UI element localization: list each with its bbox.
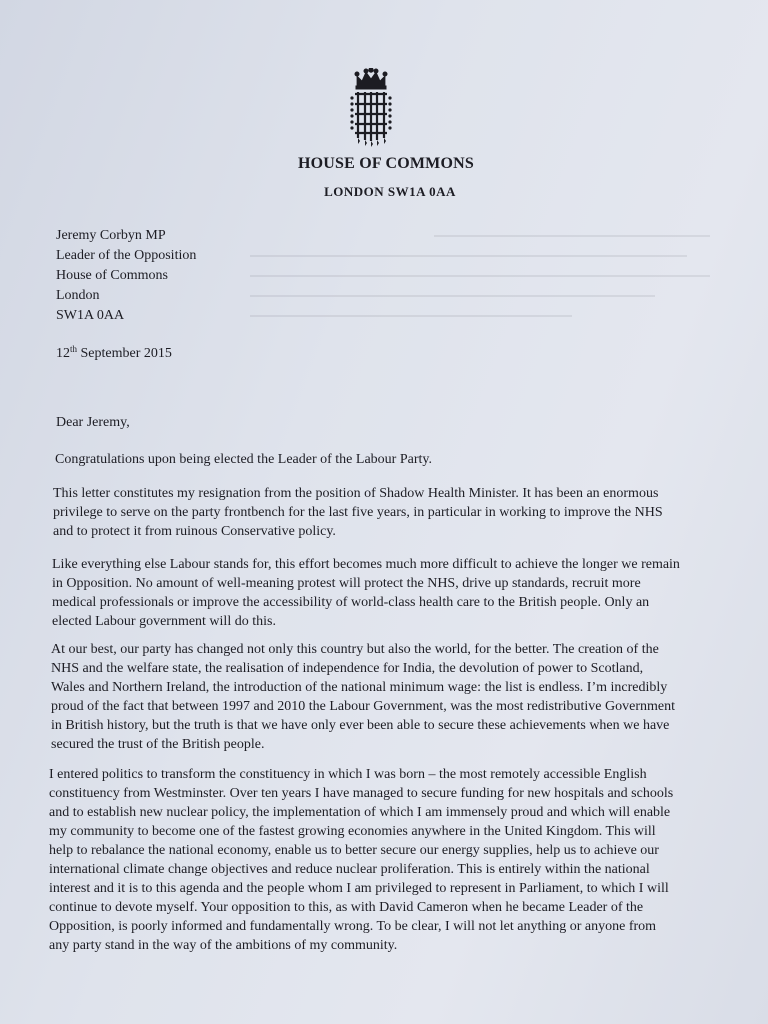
- portcullis-icon: [349, 68, 393, 148]
- paragraph-line: At our best, our party has changed not only this country but also the world, for the better. The creation of the: [51, 642, 659, 657]
- paragraph-line: secured the trust of the British people.: [51, 737, 265, 752]
- paragraph-line: NHS and the welfare state, the realisation of independence for India, the devolution of power to Scotland,: [51, 661, 644, 676]
- date-rest: September 2015: [77, 346, 172, 361]
- paragraph-line: and to establish new nuclear policy, the implementation of which I am immensely proud and which will enable: [49, 805, 671, 820]
- paragraph-line: interest and it is to this agenda and the people whom I am privileged to represent in Parliament, to which I will: [49, 881, 669, 896]
- paragraph-line: continue to devote myself. Your opposition to this, as with David Cameron when he became Leader of the: [49, 900, 644, 915]
- date-day: 12: [56, 346, 70, 361]
- paragraph-line: in Opposition. No amount of well-meaning protest will protect the NHS, drive up standards, recruit more: [52, 576, 641, 591]
- address-line: Jeremy Corbyn MP: [56, 228, 166, 243]
- letterhead-title: HOUSE OF COMMONS: [298, 155, 474, 172]
- salutation: Dear Jeremy,: [56, 415, 130, 430]
- paragraph-opposition: [52, 555, 680, 631]
- paragraph-line: constituency from Westminster. Over ten years I have managed to secure funding for new hospitals and schools: [49, 786, 674, 801]
- paragraph-line: international climate change objectives and reduce nuclear proliferation. This is entirely within the national: [49, 862, 650, 877]
- paragraph-constituency: [49, 765, 673, 955]
- recipient-address: [56, 226, 196, 326]
- paragraph-line: This letter constitutes my resignation from the position of Shadow Health Minister. It has been an enormous: [53, 486, 659, 501]
- address-line: SW1A 0AA: [56, 308, 125, 323]
- paragraph-congratulations: [55, 450, 432, 469]
- paragraph-line: proud of the fact that between 1997 and 2010 the Labour Government, was the most redistributive Government: [51, 699, 675, 714]
- paragraph-line: and to protect it from ruinous Conservative policy.: [53, 524, 336, 539]
- paragraph-line: my community to become one of the fastest growing economies anywhere in the United Kingdom. This will: [49, 824, 656, 839]
- paragraph-resignation: [53, 484, 663, 541]
- paragraph-line: medical professionals or improve the accessibility of world-class health care to the British people. Only an: [52, 595, 650, 610]
- show-through-text: [250, 235, 710, 355]
- paragraph-line: Like everything else Labour stands for, this effort becomes much more difficult to achieve the longer we remain: [52, 557, 680, 572]
- paragraph-line: I entered politics to transform the constituency in which I was born – the most remotely accessible English: [49, 767, 647, 782]
- letterhead-subtitle: LONDON SW1A 0AA: [324, 184, 456, 199]
- paragraph-line: any party stand in the way of the ambitions of my community.: [49, 938, 398, 953]
- paragraph-line: elected Labour government will do this.: [52, 614, 276, 629]
- paragraph-achievements: [51, 640, 675, 754]
- paragraph-line: help to rebalance the national economy, enable us to better secure our energy supplies, help us to achieve our: [49, 843, 659, 858]
- paragraph-line: in British history, but the truth is that we have only ever been able to secure these achievements when we have: [51, 718, 670, 733]
- paragraph-line: Congratulations upon being elected the Leader of the Labour Party.: [55, 452, 432, 467]
- paragraph-line: privilege to serve on the party frontbench for the last five years, in particular in working to improve the NHS: [53, 505, 663, 520]
- date-suffix: th: [70, 344, 78, 354]
- address-line: Leader of the Opposition: [56, 248, 197, 263]
- letter-date: [56, 344, 172, 362]
- address-line: London: [56, 288, 100, 303]
- paragraph-line: Opposition, is poorly informed and fundamentally wrong. To be clear, I will not let anything or anyone from: [49, 919, 657, 934]
- address-line: House of Commons: [56, 268, 168, 283]
- paragraph-line: Wales and Northern Ireland, the introduction of the national minimum wage: the list is endless. I’m incredibly: [51, 680, 668, 695]
